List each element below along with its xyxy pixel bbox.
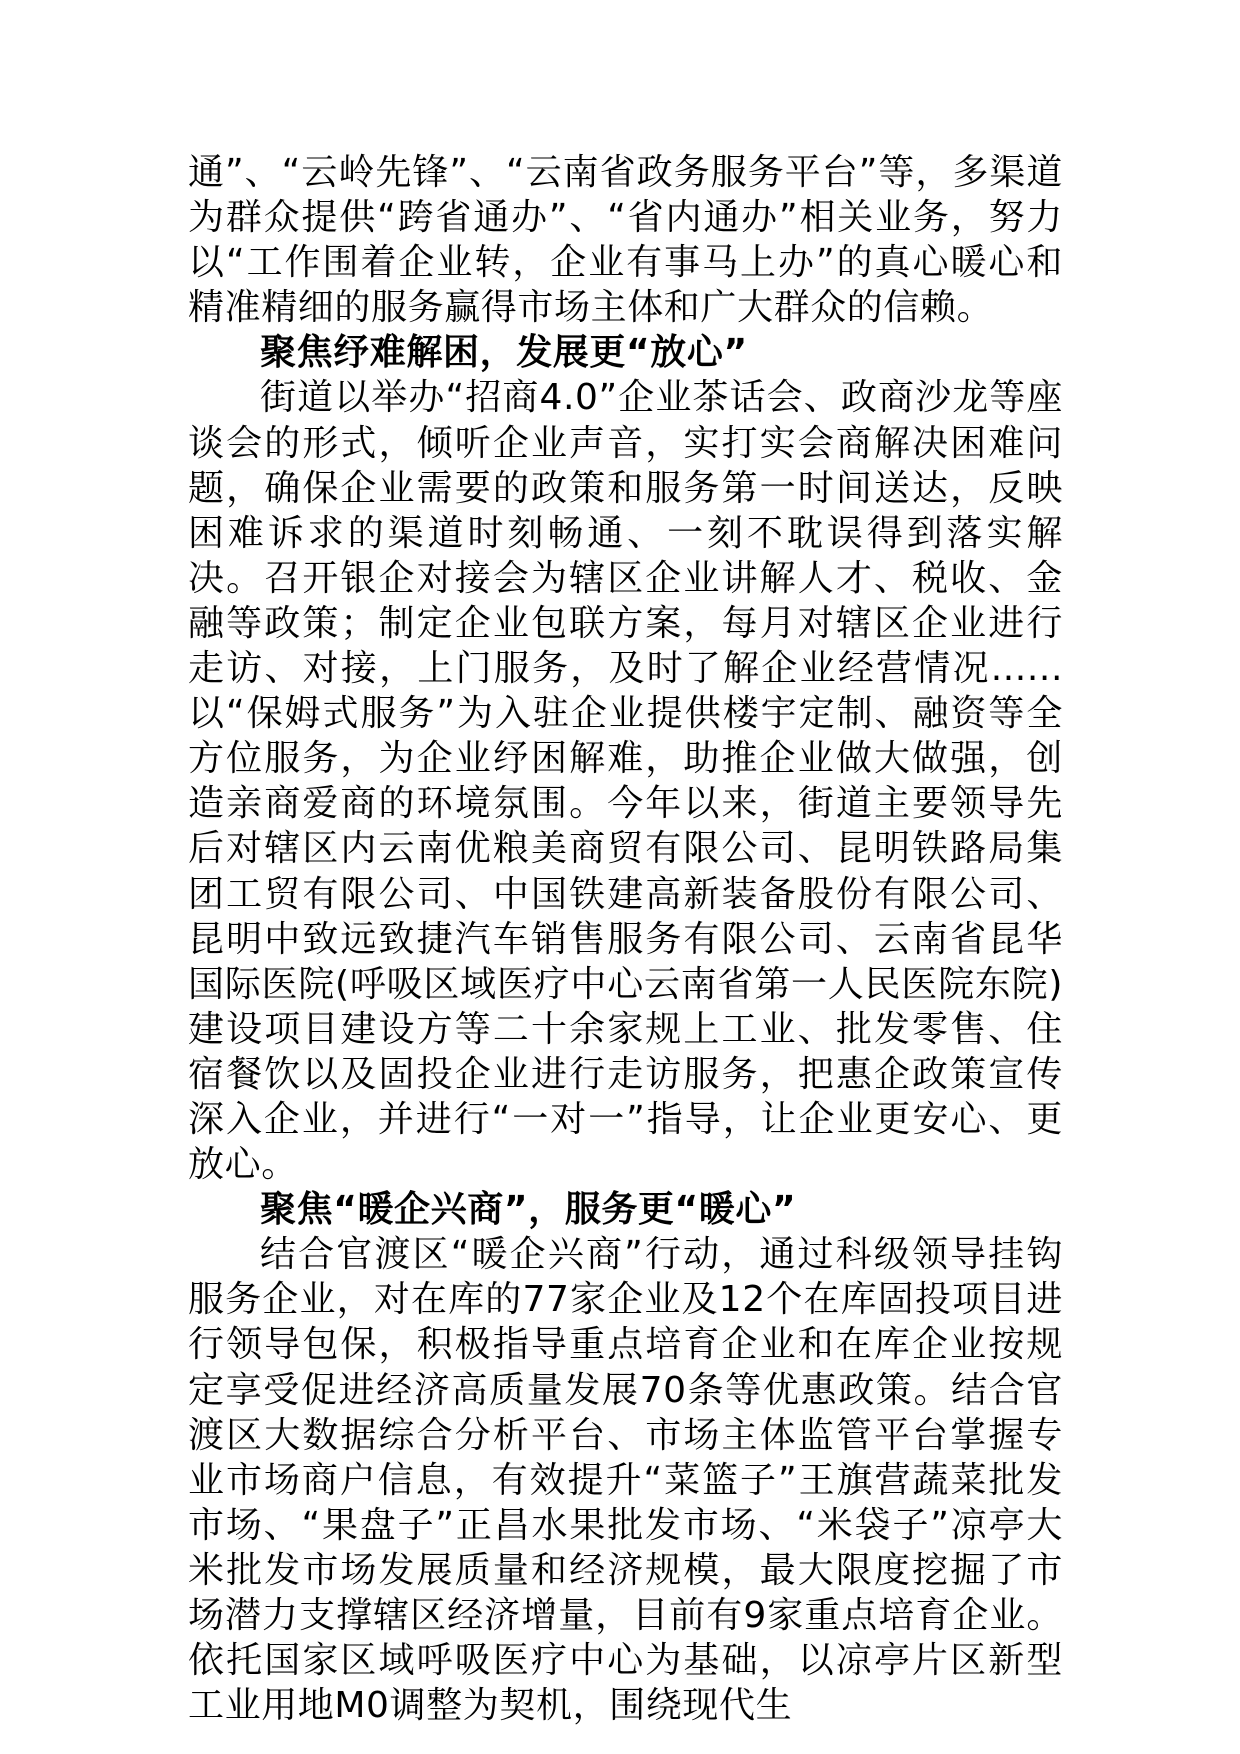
section-heading-warm-business: 聚焦“暖企兴商”，服务更“暖心” bbox=[260, 1189, 797, 1231]
document-page bbox=[188, 150, 1063, 1728]
paragraph-continued: 通”、“云岭先锋”、“云南省政务服务平台”等，多渠道为群众提供“跨省通办”、“省内通办”相关业务，努力以“工作围着企业转，企业有事马上办”的真心暖心和精准精细的服务赢得市场主体和广大群众的信赖。 bbox=[188, 152, 1063, 329]
paragraph-relief: 街道以举办“招商4.0”企业茶话会、政商沙龙等座谈会的形式，倾听企业声音，实打实会商解决困难问题，确保企业需要的政策和服务第一时间送达，反映困难诉求的渠道时刻畅通、一刻不耽误得到落实解决。召开银企对接会为辖区企业讲解人才、税收、金融等政策；制定企业包联方案，每月对辖区企业进行走访、对接，上门服务，及时了解企业经营情况......以“保姆式服务”为入驻企业提供楼宇定制、融资等全方位服务，为企业纾困解难，助推企业做大做强，创造亲商爱商的环境氛围。今年以来，街道主要领导先后对辖区内云南优粮美商贸有限公司、昆明铁路局集团工贸有限公司、中国铁建高新装备股份有限公司、昆明中致远致捷汽车销售服务有限公司、云南省昆华国际医院(呼吸区域医疗中心云南省第一人民医院东院)建设项目建设方等二十余家规上工业、批发零售、住宿餐饮以及固投企业进行走访服务，把惠企政策宣传深入企业，并进行“一对一”指导，让企业更安心、更放心。 bbox=[188, 377, 1063, 1186]
paragraph-warm-business: 结合官渡区“暖企兴商”行动，通过科级领导挂钩服务企业，对在库的77家企业及12个在库固投项目进行领导包保，积极指导重点培育企业和在库企业按规定享受促进经济高质量发展70条等优惠政策。结合官渡区大数据综合分析平台、市场主体监管平台掌握专业市场商户信息，有效提升“菜篮子”王旗营蔬菜批发市场、“果盘子”正昌水果批发市场、“米袋子”凉亭大米批发市场发展质量和经济规模，最大限度挖掘了市场潜力支撑辖区经济增量，目前有9家重点培育企业。依托国家区域呼吸医疗中心为基础，以凉亭片区新型工业用地M0调整为契机，围绕现代生 bbox=[188, 1234, 1063, 1727]
section-heading-relief: 聚焦纾难解困，发展更“放心” bbox=[260, 332, 748, 374]
